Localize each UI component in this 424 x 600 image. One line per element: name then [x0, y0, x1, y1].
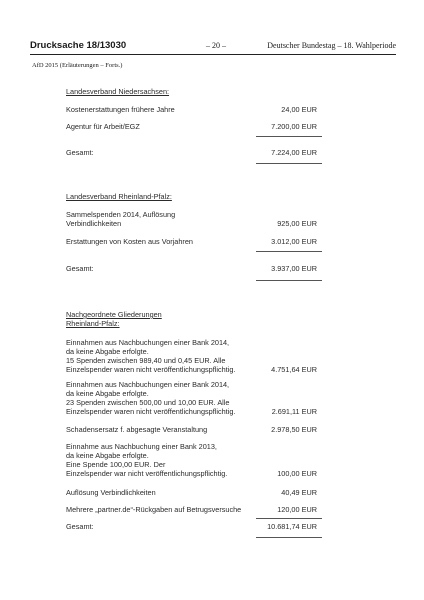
row-label: Einnahmen aus Nachbuchungen einer Bank 2014, da keine Abgabe erfolgte. 23 Spenden zwischen 500,00 und 10,00 EUR. Alle Einzelspender waren nicht veröffentlichungspflichtig. [66, 380, 236, 416]
row-label: Sammelspenden 2014, Auflösung Verbindlichkeiten [66, 210, 176, 228]
doc-label: Drucksache 18/ [30, 40, 100, 51]
row-amount: 7.200,00 EUR [271, 122, 317, 131]
total-label: Gesamt: [66, 522, 94, 531]
document-id [30, 40, 126, 51]
row-amount: 120,00 EUR [277, 505, 317, 514]
row-amount: 4.751,64 EUR [271, 365, 317, 374]
total-rule [256, 537, 322, 538]
row-amount: 24,00 EUR [281, 105, 317, 114]
row-label: Erstattungen von Kosten aus Vorjahren [66, 237, 193, 246]
sum-rule [256, 136, 322, 137]
subheader: AfD 2015 (Erläuterungen – Forts.) [32, 62, 123, 69]
row-amount: 3.012,00 EUR [271, 237, 317, 246]
row-amount: 925,00 EUR [277, 219, 317, 228]
total-label: Gesamt: [66, 264, 94, 273]
publisher: Deutscher Bundestag – 18. Wahlperiode [267, 41, 396, 50]
total-amount: 7.224,00 EUR [271, 148, 317, 157]
total-label: Gesamt: [66, 148, 94, 157]
row-label: Agentur für Arbeit/EGZ [66, 122, 140, 131]
row-amount: 2.691,11 EUR [271, 407, 317, 416]
row-label: Kostenerstattungen frühere Jahre [66, 105, 175, 114]
row-label: Auflösung Verbindlichkeiten [66, 488, 156, 497]
total-rule [256, 163, 322, 164]
section-title-rheinland-pfalz: Landesverband Rheinland-Pfalz: [66, 192, 172, 201]
row-label: Mehrere „partner.de“-Rückgaben auf Betrugsversuche [66, 505, 242, 514]
sum-rule [256, 518, 322, 519]
row-amount: 2.978,50 EUR [271, 425, 317, 434]
section-title-gliederungen: Nachgeordnete Gliederungen Rheinland-Pfalz: [66, 310, 162, 328]
row-label: Schadensersatz f. abgesagte Veranstaltung [66, 425, 208, 434]
row-label: Einnahmen aus Nachbuchungen einer Bank 2014, da keine Abgabe erfolgte. 15 Spenden zwischen 989,40 und 0,45 EUR. Alle Einzelspender waren nicht veröffentlichungspflichtig. [66, 338, 236, 374]
row-amount: 40,49 EUR [281, 488, 317, 497]
section-title-niedersachsen: Landesverband Niedersachsen: [66, 87, 170, 96]
page-number: – 20 – [206, 41, 226, 50]
doc-number: 13030 [99, 40, 127, 51]
row-amount: 100,00 EUR [277, 469, 317, 478]
sum-rule [256, 251, 322, 252]
header-rule [30, 54, 396, 55]
total-amount: 3.937,00 EUR [271, 264, 317, 273]
page-header [30, 40, 396, 54]
total-amount: 10.681,74 EUR [267, 522, 317, 531]
row-label: Einnahme aus Nachbuchung einer Bank 2013, da keine Abgabe erfolgte. Eine Spende 100,00 EUR. Der Einzelspender war nicht veröffentlichungspflichtig. [66, 442, 228, 478]
total-rule [256, 280, 322, 281]
